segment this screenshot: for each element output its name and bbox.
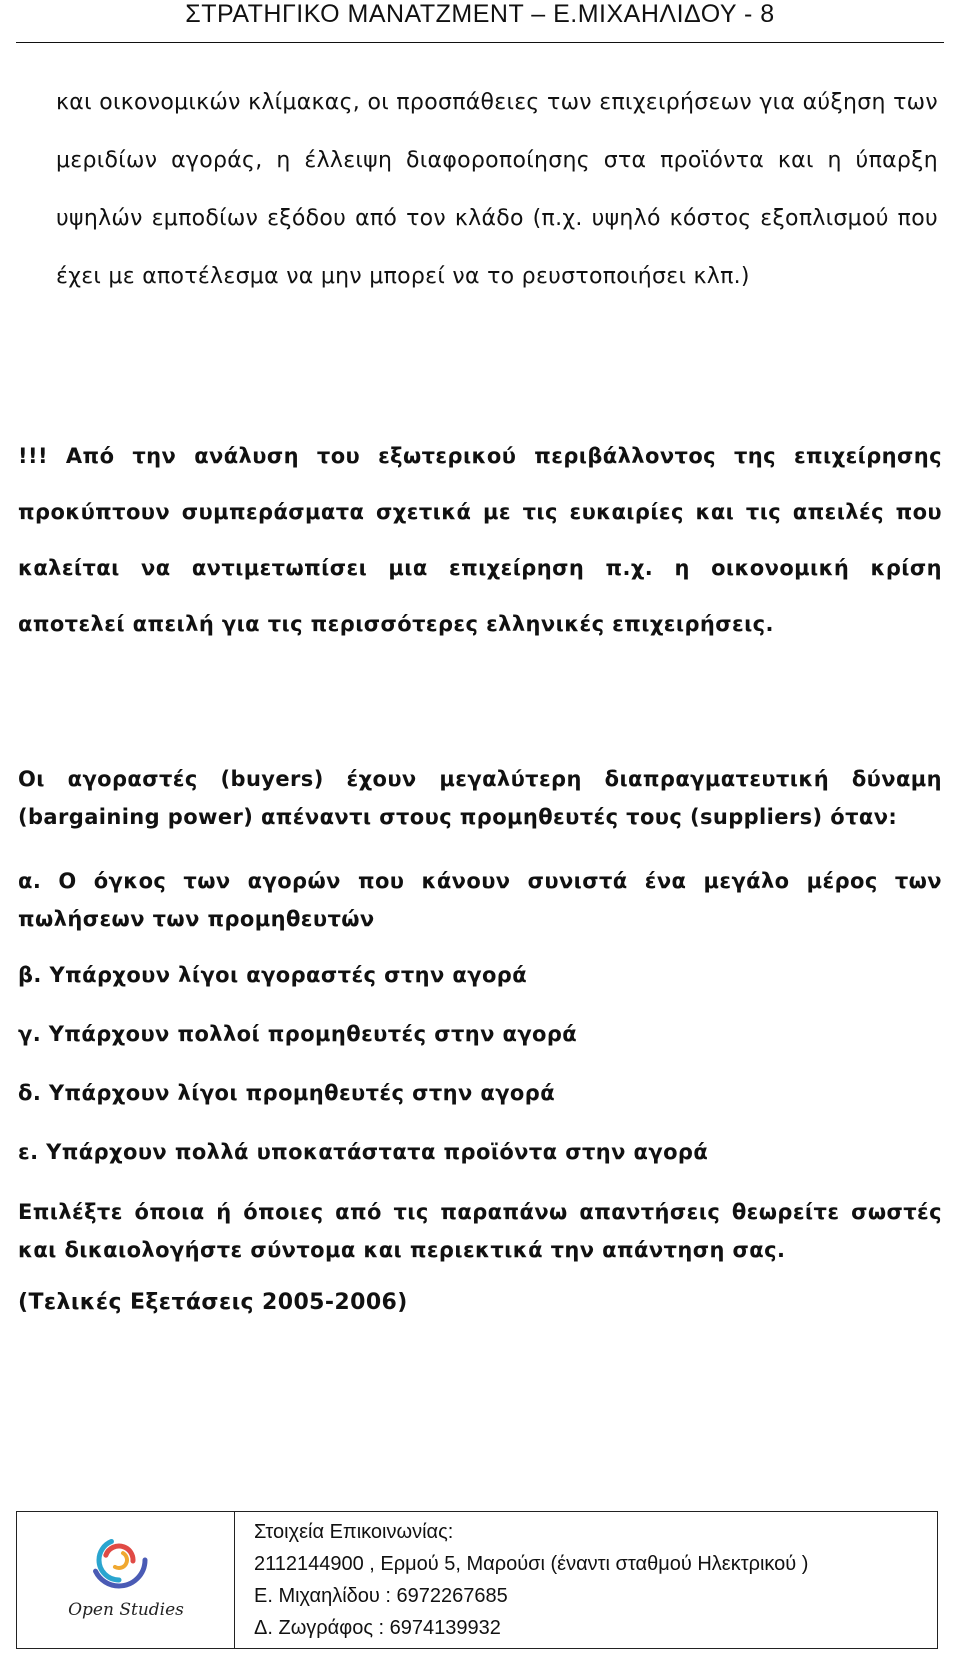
- header-rule: [16, 42, 944, 43]
- contact-phone-zografos: Δ. Ζωγράφος : 6974139932: [254, 1617, 501, 1639]
- analysis-paragraph: !!! Από την ανάλυση του εξωτερικού περιβάλλοντος της επιχείρησης προκύπτουν συμπεράσματα σχετικά με τις ευκαιρίες και τις απειλές που καλείται να αντιμετωπίσει μια επιχείρηση π.χ. η οικονομική κρίση αποτελεί απειλή για τις περισσότερες ελληνικές επιχειρήσεις.: [18, 444, 942, 636]
- option-d: δ. Υπάρχουν λίγοι προμηθευτές στην αγορά: [18, 1081, 556, 1105]
- option-b: β. Υπάρχουν λίγοι αγοραστές στην αγορά: [18, 963, 528, 987]
- footer-box: [16, 1511, 938, 1649]
- footer-divider: [234, 1512, 235, 1648]
- contact-phone-michailidou: Ε. Μιχαηλίδου : 6972267685: [254, 1585, 508, 1607]
- logo-swirl-icon: [51, 1526, 181, 1598]
- contact-heading: Στοιχεία Επικοινωνίας:: [254, 1521, 454, 1543]
- exam-reference: (Τελικές Εξετάσεις 2005-2006): [18, 1290, 408, 1315]
- intro-paragraph: και οικονομικών κλίμακας, οι προσπάθειες των επιχειρήσεων για αύξηση των μεριδίων αγοράς, η έλλειψη διαφοροποίησης στα προϊόντα και η ύπαρξη υψηλών εμποδίων εξόδου από τον κλάδο (π.χ. υψηλό κόστος εξοπλισμού που έχει με αποτέλεσμα να μην μπορεί να το ρευστοποιήσει κλπ.): [56, 90, 938, 289]
- open-studies-logo: [51, 1526, 184, 1636]
- instruction-text: Επιλέξτε όποια ή όποιες από τις παραπάνω απαντήσεις θεωρείτε σωστές και δικαιολογήστε σύντομα και περιεκτικά την απάντηση σας.: [18, 1200, 942, 1262]
- page-header-title: ΣΤΡΑΤΗΓΙΚΟ ΜΑΝΑΤΖΜΕΝΤ – Ε.ΜΙΧΑΗΛΙΔΟΥ - 8: [185, 0, 775, 28]
- option-e: ε. Υπάρχουν πολλά υποκατάστατα προϊόντα στην αγορά: [18, 1140, 709, 1164]
- contact-info: [254, 1512, 934, 1644]
- logo-text: Open Studies: [68, 1600, 184, 1620]
- contact-address: 2112144900 , Ερμού 5, Μαρούσι (έναντι σταθμού Ηλεκτρικού ): [254, 1553, 809, 1575]
- question-text: Οι αγοραστές (buyers) έχουν μεγαλύτερη διαπραγματευτική δύναμη (bargaining power) απέναντι στους προμηθευτές τους (suppliers) όταν:: [18, 767, 942, 829]
- option-c: γ. Υπάρχουν πολλοί προμηθευτές στην αγορά: [18, 1022, 578, 1046]
- option-a: α. Ο όγκος των αγορών που κάνουν συνιστά ένα μεγάλο μέρος των πωλήσεων των προμηθευτών: [18, 869, 942, 931]
